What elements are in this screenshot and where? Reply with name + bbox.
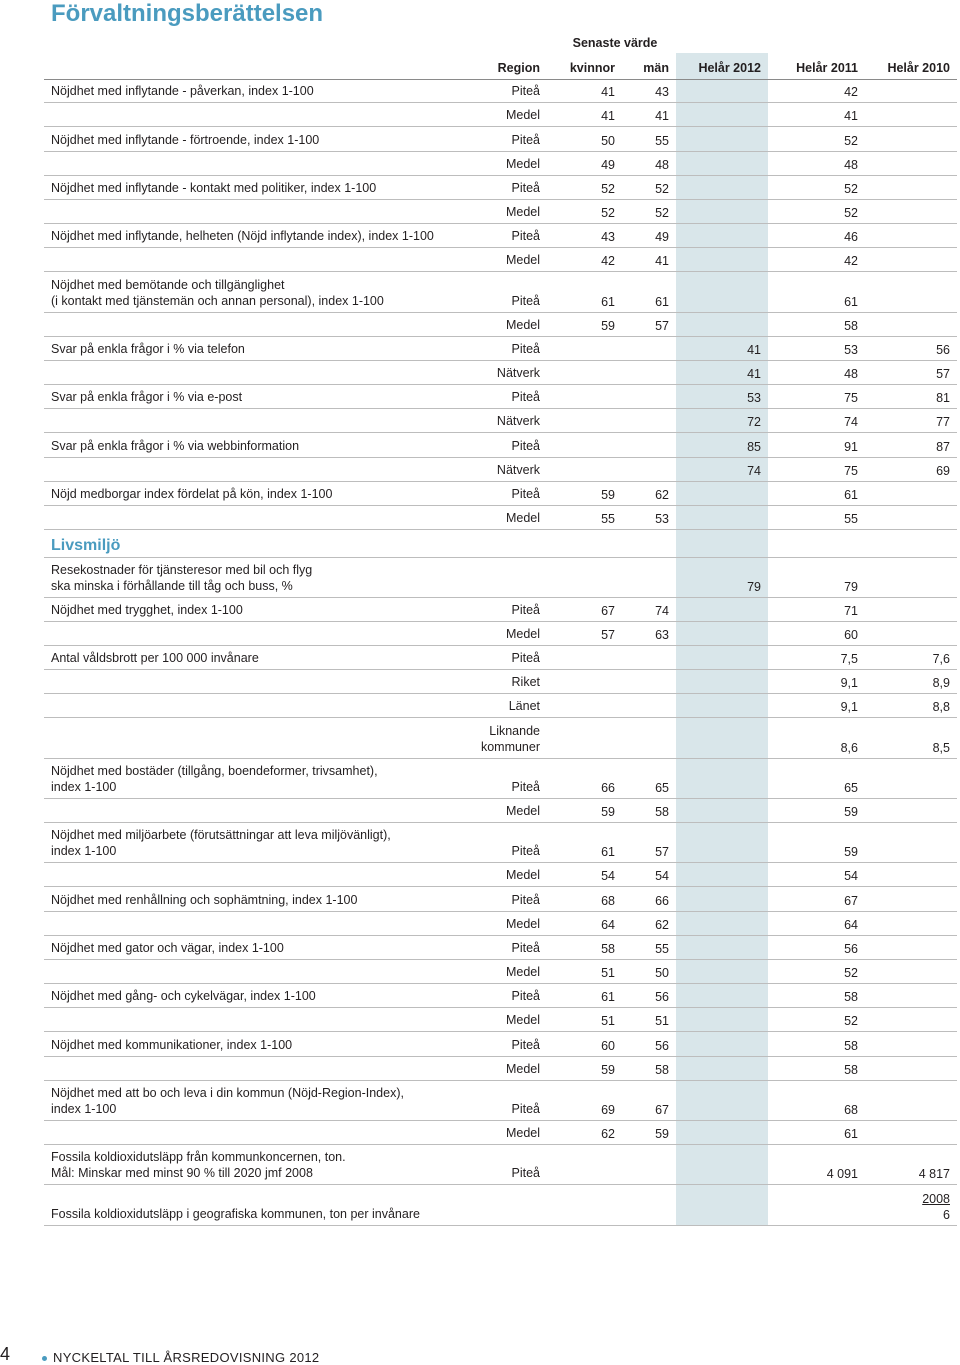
row-value: 58 — [844, 990, 858, 1004]
row-value: 46 — [844, 230, 858, 244]
page-footer — [0, 1344, 960, 1365]
row-value: 79 — [747, 580, 761, 594]
table-row — [44, 482, 957, 506]
row-region: Piteå — [511, 1102, 540, 1116]
row-label: Nöjd medborgar index fördelat på kön, index 1-100 — [51, 487, 333, 501]
row-region: Medel — [505, 917, 540, 931]
row-value: 57 — [601, 628, 615, 642]
helar-2011-header: Helår 2011 — [796, 61, 858, 75]
row-value: 50 — [601, 134, 615, 148]
row-value: 58 — [601, 942, 615, 956]
page-number: 4 — [0, 1344, 11, 1364]
row-value: 59 — [601, 805, 615, 819]
row-region: Piteå — [511, 133, 540, 147]
table-row — [44, 1081, 957, 1121]
row-value: 77 — [936, 415, 950, 429]
row-value: 52 — [844, 966, 858, 980]
row-value: 62 — [601, 1127, 615, 1141]
footer-text: NYCKELTAL TILL ÅRSREDOVISNING 2012 — [53, 1350, 320, 1365]
row-value: 7,5 — [840, 652, 858, 666]
row-region: Medel — [505, 1013, 540, 1027]
row-value: 9,1 — [840, 700, 858, 714]
row-value: 52 — [844, 1014, 858, 1028]
row-value: 52 — [601, 182, 615, 196]
row-region: Piteå — [511, 989, 540, 1003]
row-region: Riket — [511, 675, 540, 689]
row-value: 52 — [844, 182, 858, 196]
row-value: 7,6 — [932, 652, 950, 666]
table-row — [44, 152, 957, 176]
row-value: 49 — [655, 230, 669, 244]
row-value: 66 — [601, 781, 615, 795]
table-row — [44, 1185, 957, 1226]
row-region: Piteå — [511, 439, 540, 453]
section-title: Livsmiljö — [51, 537, 121, 554]
row-region: Medel — [505, 318, 540, 332]
row-value: 41 — [747, 367, 761, 381]
row-label: Nöjdhet med inflytande - påverkan, index 1-100 — [51, 84, 314, 98]
row-region: Piteå — [511, 780, 540, 794]
row-value: 72 — [747, 415, 761, 429]
row-value: 53 — [844, 343, 858, 357]
row-label: Nöjdhet med miljöarbete (förutsättningar att leva miljövänligt), index 1-100 — [51, 828, 391, 858]
table-row — [44, 200, 957, 224]
row-value: 61 — [601, 845, 615, 859]
row-region: Medel — [505, 965, 540, 979]
row-label: Nöjdhet med att bo och leva i din kommun (Nöjd-Region-Index), index 1-100 — [51, 1086, 404, 1116]
row-value: 68 — [844, 1103, 858, 1117]
row-label: Nöjdhet med trygghet, index 1-100 — [51, 603, 243, 617]
helar-2012-header: Helår 2012 — [698, 61, 761, 75]
table-row — [44, 248, 957, 272]
row-region: Piteå — [511, 603, 540, 617]
row-label: Svar på enkla frågor i % via webbinformation — [51, 439, 300, 453]
row-region: Piteå — [511, 390, 540, 404]
row-label: Svar på enkla frågor i % via e-post — [51, 390, 243, 404]
table-row — [44, 385, 957, 409]
table-row — [44, 176, 957, 200]
row-value: 41 — [655, 109, 669, 123]
row-value: 65 — [844, 781, 858, 795]
row-value: 48 — [844, 158, 858, 172]
table-row — [44, 912, 957, 936]
row-value: 59 — [601, 488, 615, 502]
row-region: Piteå — [511, 1166, 540, 1180]
table-row — [44, 458, 957, 482]
table-row — [44, 598, 957, 622]
table-row — [44, 1145, 957, 1185]
row-value: 58 — [655, 805, 669, 819]
row-value: 51 — [601, 1014, 615, 1028]
row-value: 64 — [844, 918, 858, 932]
row-value: 79 — [844, 580, 858, 594]
row-value: 56 — [844, 942, 858, 956]
table-row — [44, 823, 957, 863]
row-value: 62 — [655, 488, 669, 502]
row-value: 67 — [844, 894, 858, 908]
table-row — [44, 272, 957, 313]
row-label: Nöjdhet med gång- och cykelvägar, index 1-100 — [51, 989, 316, 1003]
row-value: 54 — [601, 869, 615, 883]
section-row — [44, 530, 957, 558]
region-header: Region — [497, 61, 540, 75]
table-row — [44, 313, 957, 337]
row-label: Fossila koldioxidutsläpp från kommunkoncernen, ton. Mål: Minskar med minst 90 % till 2020 jmf 2008 — [51, 1150, 346, 1180]
row-value: 53 — [655, 512, 669, 526]
row-value: 81 — [936, 391, 950, 405]
row-value: 8,8 — [932, 700, 950, 714]
row-value: 75 — [844, 464, 858, 478]
row-value: 59 — [844, 805, 858, 819]
row-value: 57 — [936, 367, 950, 381]
row-region: Medel — [505, 1126, 540, 1140]
row-value: 51 — [655, 1014, 669, 1028]
row-value: 74 — [844, 415, 858, 429]
row-region: Medel — [505, 1062, 540, 1076]
row-value: 69 — [601, 1103, 615, 1117]
row-value: 62 — [655, 918, 669, 932]
row-value: 49 — [601, 158, 615, 172]
row-region: Medel — [505, 511, 540, 525]
row-value: 9,1 — [840, 676, 858, 690]
table-header — [44, 53, 957, 80]
senaste-varde-header: Senaste värde — [572, 36, 658, 50]
row-region: Piteå — [511, 893, 540, 907]
row-value: 43 — [655, 85, 669, 99]
row-value: 71 — [844, 604, 858, 618]
row-label: Fossila koldioxidutsläpp i geografiska kommunen, ton per invånare — [51, 1207, 420, 1221]
row-value: 58 — [844, 1039, 858, 1053]
table-row — [44, 863, 957, 887]
table-row — [44, 409, 957, 433]
row-region: Länet — [508, 699, 540, 713]
row-label: Nöjdhet med inflytande, helheten (Nöjd inflytande index), index 1-100 — [51, 229, 434, 243]
row-value: 67 — [601, 604, 615, 618]
row-value: 55 — [844, 512, 858, 526]
page-title: Förvaltningsberättelsen — [51, 0, 324, 27]
row-value: 66 — [655, 894, 669, 908]
row-value: 52 — [655, 182, 669, 196]
row-value: 8,5 — [932, 741, 950, 755]
row-value: 68 — [601, 894, 615, 908]
row-value: 61 — [844, 488, 858, 502]
row-value: 61 — [655, 295, 669, 309]
row-value: 59 — [601, 319, 615, 333]
row-label: Nöjdhet med gator och vägar, index 1-100 — [51, 941, 284, 955]
table-row — [44, 1008, 957, 1032]
table-row — [44, 799, 957, 823]
table-row — [44, 622, 957, 646]
row-region: Piteå — [511, 651, 540, 665]
row-value: 54 — [844, 869, 858, 883]
table-row — [44, 361, 957, 385]
row-value: 74 — [655, 604, 669, 618]
table-row — [44, 984, 957, 1008]
row-value: 75 — [844, 391, 858, 405]
kvinnor-header: kvinnor — [569, 61, 615, 75]
row-value: 85 — [747, 440, 761, 454]
table-row — [44, 1032, 957, 1057]
row-value: 57 — [655, 319, 669, 333]
row-value: 50 — [655, 966, 669, 980]
row-region: Medel — [505, 253, 540, 267]
row-region: Medel — [505, 108, 540, 122]
bullet-icon — [42, 1356, 47, 1361]
table-row — [44, 433, 957, 458]
row-label: Svar på enkla frågor i % via telefon — [51, 342, 245, 356]
row-value: 52 — [601, 206, 615, 220]
row-value: 58 — [844, 319, 858, 333]
row-value: 59 — [844, 845, 858, 859]
row-label: Nöjdhet med bemötande och tillgänglighet (i kontakt med tjänstemän och annan personal), index 1-100 — [51, 278, 384, 308]
table-row — [44, 694, 957, 718]
table-row — [44, 558, 957, 598]
row-value: 63 — [655, 628, 669, 642]
row-value: 91 — [844, 440, 858, 454]
row-value: 60 — [601, 1039, 615, 1053]
row-region: Piteå — [511, 229, 540, 243]
row-value: 52 — [844, 134, 858, 148]
table-row — [44, 670, 957, 694]
row-region: Piteå — [511, 84, 540, 98]
row-label: Nöjdhet med kommunikationer, index 1-100 — [51, 1038, 293, 1052]
table-row — [44, 224, 957, 248]
row-region: Piteå — [511, 487, 540, 501]
row-value: 59 — [601, 1063, 615, 1077]
row-label: Nöjdhet med bostäder (tillgång, boendeformer, trivsamhet), index 1-100 — [51, 764, 378, 794]
row-value: 60 — [844, 628, 858, 642]
row-value: 8,6 — [840, 741, 858, 755]
row-value: 61 — [844, 1127, 858, 1141]
row-region: Medel — [505, 205, 540, 219]
row-region: Piteå — [511, 941, 540, 955]
row-value: 87 — [936, 440, 950, 454]
row-value: 61 — [601, 990, 615, 1004]
row-value: 56 — [655, 990, 669, 1004]
row-value: 56 — [655, 1039, 669, 1053]
row-region: Medel — [505, 157, 540, 171]
row-value: 55 — [601, 512, 615, 526]
row-value: 61 — [601, 295, 615, 309]
row-region: Piteå — [511, 342, 540, 356]
table-row — [44, 887, 957, 912]
row-value: 53 — [747, 391, 761, 405]
table-row — [44, 936, 957, 960]
row-region: Medel — [505, 804, 540, 818]
row-value: 54 — [655, 869, 669, 883]
row-value: 41 — [601, 109, 615, 123]
row-region: Medel — [505, 868, 540, 882]
row-region: Nätverk — [496, 366, 540, 380]
table-row — [44, 506, 957, 530]
row-value: 6 — [943, 1208, 950, 1222]
row-value: 51 — [601, 966, 615, 980]
row-value: 55 — [655, 942, 669, 956]
row-value: 8,9 — [932, 676, 950, 690]
row-value: 43 — [601, 230, 615, 244]
row-region: Piteå — [511, 844, 540, 858]
table-row — [44, 646, 957, 670]
row-value: 42 — [601, 254, 615, 268]
man-header: män — [643, 61, 669, 75]
row-value: 52 — [655, 206, 669, 220]
row-value: 42 — [844, 254, 858, 268]
row-value: 4 091 — [826, 1167, 858, 1181]
row-label: Resekostnader för tjänsteresor med bil och flyg ska minska i förhållande till tåg och buss, % — [51, 563, 313, 593]
row-value: 61 — [844, 295, 858, 309]
row-value: 48 — [844, 367, 858, 381]
table-row — [44, 127, 957, 152]
row-value: 59 — [655, 1127, 669, 1141]
row-value: 67 — [655, 1103, 669, 1117]
row-label: Antal våldsbrott per 100 000 invånare — [51, 651, 259, 665]
row-value: 41 — [601, 85, 615, 99]
row-value: 64 — [601, 918, 615, 932]
row-region: Piteå — [511, 181, 540, 195]
year-note: 2008 — [922, 1192, 950, 1206]
helar-2010-header: Helår 2010 — [887, 61, 950, 75]
row-value: 57 — [655, 845, 669, 859]
row-region: Medel — [505, 627, 540, 641]
row-value: 65 — [655, 781, 669, 795]
row-value: 42 — [844, 85, 858, 99]
row-region: Nätverk — [496, 414, 540, 428]
row-region: Liknande kommuner — [480, 724, 540, 754]
row-value: 69 — [936, 464, 950, 478]
row-label: Nöjdhet med renhållning och sophämtning, index 1-100 — [51, 893, 358, 907]
row-value: 4 817 — [918, 1167, 950, 1181]
row-value: 58 — [655, 1063, 669, 1077]
table-row — [44, 103, 957, 127]
row-value: 55 — [655, 134, 669, 148]
table-row — [44, 79, 957, 103]
table-row — [44, 718, 957, 759]
row-region: Piteå — [511, 294, 540, 308]
table-row — [44, 337, 957, 361]
row-value: 52 — [844, 206, 858, 220]
table-row — [44, 759, 957, 799]
row-region: Piteå — [511, 1038, 540, 1052]
row-label: Nöjdhet med inflytande - kontakt med politiker, index 1-100 — [51, 181, 377, 195]
row-value: 74 — [747, 464, 761, 478]
row-value: 48 — [655, 158, 669, 172]
table-row — [44, 1057, 957, 1081]
table-row — [44, 1121, 957, 1145]
row-value: 41 — [655, 254, 669, 268]
row-value: 41 — [844, 109, 858, 123]
row-value: 58 — [844, 1063, 858, 1077]
table-row — [44, 960, 957, 984]
row-value: 56 — [936, 343, 950, 357]
row-region: Nätverk — [496, 463, 540, 477]
row-value: 41 — [747, 343, 761, 357]
row-label: Nöjdhet med inflytande - förtroende, index 1-100 — [51, 133, 320, 147]
